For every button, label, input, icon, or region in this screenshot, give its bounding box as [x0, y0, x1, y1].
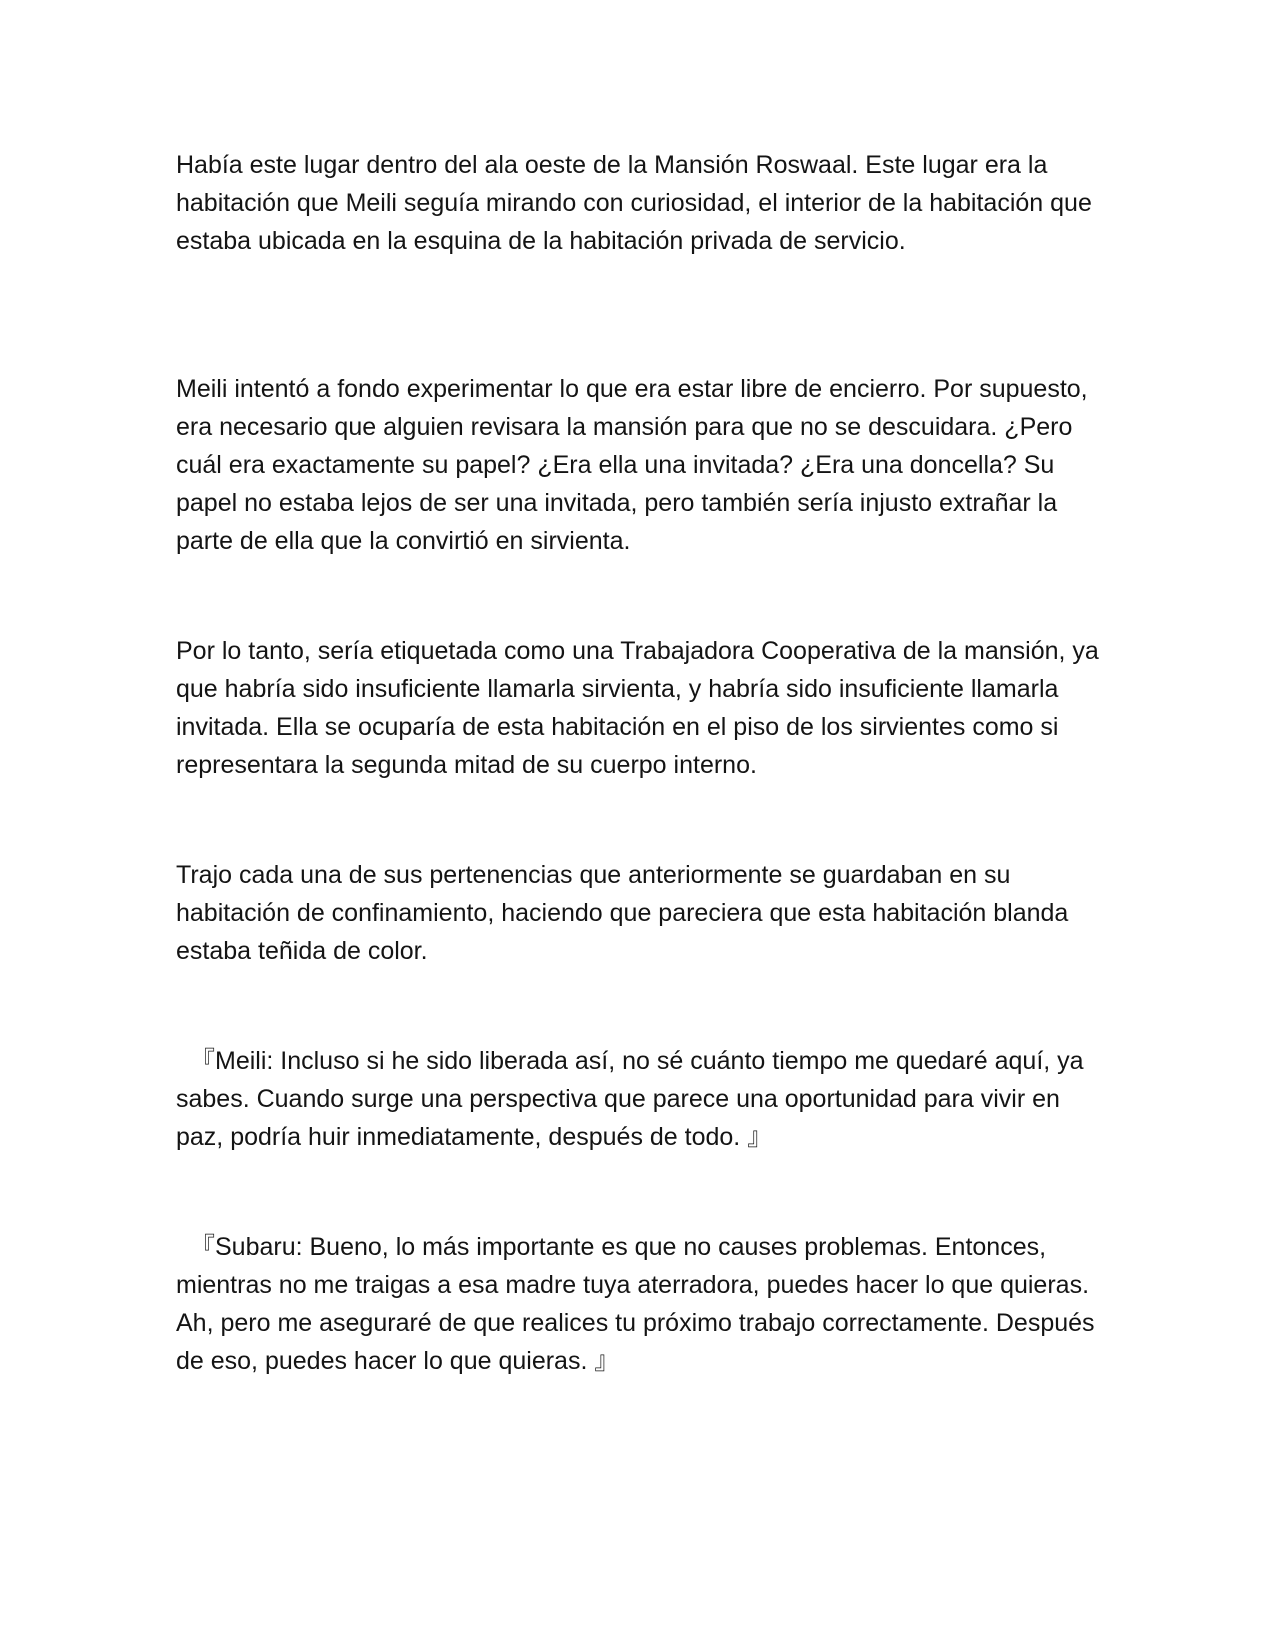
- paragraph-narration-1: Había este lugar dentro del ala oeste de la Mansión Roswaal. Este lugar era la habitación que Meili seguía mirando con curiosidad, el interior de la habitación que estaba ubicada en la esquina de la habitación privada de servicio.: [176, 151, 1092, 255]
- paragraph-narration-3: Por lo tanto, sería etiquetada como una Trabajadora Cooperativa de la mansión, ya que habría sido insuficiente llamarla sirvienta, y habría sido insuficiente llamarla invitada. Ella se ocuparía de esta habitación en el piso de los sirvientes como si representara la segunda mitad de su cuerpo interno.: [176, 637, 1099, 779]
- paragraph-narration-2: Meili intentó a fondo experimentar lo que era estar libre de encierro. Por supuesto, era necesario que alguien revisara la mansión para que no se descuidara. ¿Pero cuál era exactamente su papel? ¿Era ella una invitada? ¿Era una doncella? Su papel no estaba lejos de ser una invitada, pero también sería injusto extrañar la parte de ella que la convirtió en sirvienta.: [176, 375, 1088, 555]
- dialogue-meili: 『Meili: Incluso si he sido liberada así, no sé cuánto tiempo me quedaré aquí, ya sabes. Cuando surge una perspectiva que parece una oportunidad para vivir en paz, podría huir inmediatamente, después de todo. 』: [176, 1047, 1084, 1151]
- dialogue-subaru: 『Subaru: Bueno, lo más importante es que no causes problemas. Entonces, mientras no me traigas a esa madre tuya aterradora, puedes hacer lo que quieras. Ah, pero me aseguraré de que realices tu próximo trabajo correctamente. Después de eso, puedes hacer lo que quieras. 』: [176, 1233, 1095, 1375]
- paragraph-narration-4: Trajo cada una de sus pertenencias que anteriormente se guardaban en su habitación de confinamiento, haciendo que pareciera que esta habitación blanda estaba teñida de color.: [176, 861, 1069, 965]
